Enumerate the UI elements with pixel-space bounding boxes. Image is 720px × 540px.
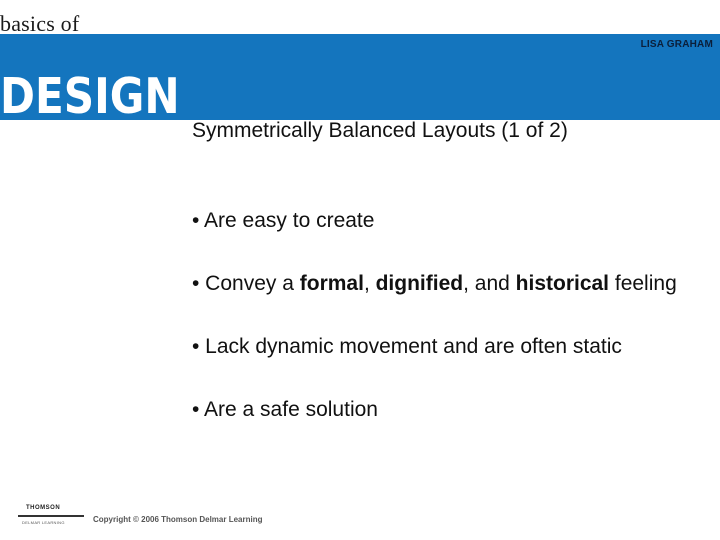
bullet-item <box>192 332 692 361</box>
bullet-text: • Convey a <box>192 272 300 295</box>
copyright-notice: Copyright © 2006 Thomson Delmar Learning <box>93 515 263 524</box>
bullet-text: , and <box>463 272 516 295</box>
bullet-emphasis: historical <box>515 272 610 295</box>
logo-subtitle: DELMAR LEARNING <box>22 520 65 525</box>
logo-wordmark: THOMSON <box>26 505 61 511</box>
bullet-text: • Are easy to create <box>192 209 375 232</box>
author-name: LISA GRAHAM <box>640 39 713 50</box>
bullet-item <box>192 206 692 235</box>
thomson-logo-icon <box>18 505 84 529</box>
book-series-label: basics of <box>0 11 80 36</box>
header-banner <box>0 34 720 125</box>
bullet-text: • Are a safe solution <box>192 398 378 421</box>
bullet-item <box>192 269 692 298</box>
footer <box>18 505 318 531</box>
bullet-emphasis: formal <box>299 272 364 295</box>
bullet-emphasis: dignified <box>375 272 464 295</box>
design-wordmark: DESIGN <box>0 68 180 125</box>
bullet-text: , <box>363 272 376 295</box>
bullet-text: • Lack dynamic movement and are often static <box>192 335 622 358</box>
bullet-text: feeling <box>609 272 677 295</box>
logo-divider <box>18 515 84 517</box>
slide-title: Symmetrically Balanced Layouts (1 of 2) <box>192 119 568 142</box>
bullet-item <box>192 395 692 424</box>
bullet-list <box>192 206 692 458</box>
